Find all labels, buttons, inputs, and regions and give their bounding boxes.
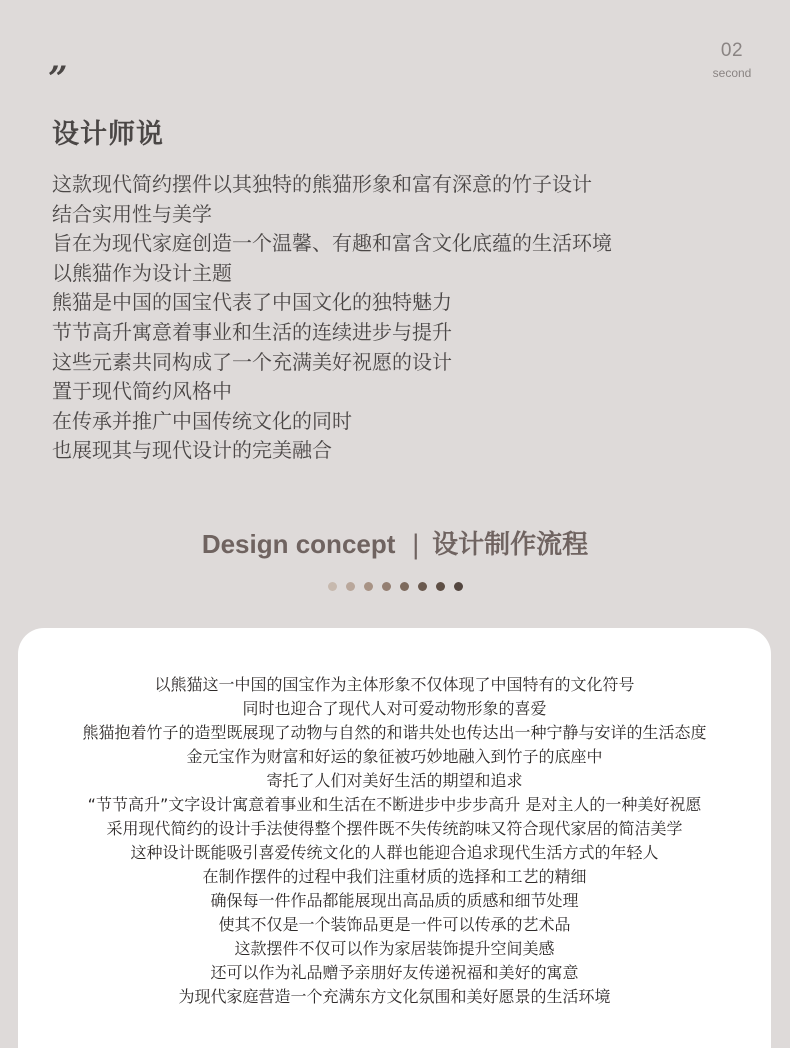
page-number-label: second bbox=[712, 66, 752, 80]
body-line: 确保每一件作品都能展现出高品质的质感和细节处理 bbox=[210, 891, 579, 910]
quote-mark-icon: ” bbox=[48, 59, 68, 99]
body-line: 为现代家庭营造一个充满东方文化氛围和美好愿景的生活环境 bbox=[178, 987, 611, 1006]
decorative-dots bbox=[0, 582, 790, 591]
dot-icon bbox=[328, 582, 337, 591]
dot-icon bbox=[418, 582, 427, 591]
dot-icon bbox=[364, 582, 373, 591]
intro-line: 在传承并推广中国传统文化的同时 bbox=[52, 408, 352, 433]
body-line: 寄托了人们对美好生活的期望和追求 bbox=[266, 771, 523, 790]
body-line: 熊猫抱着竹子的造型既展现了动物与自然的和谐共处也传达出一种宁静与安详的生活态度 bbox=[82, 723, 707, 742]
dot-icon bbox=[346, 582, 355, 591]
body-line: 还可以作为礼品赠予亲朋好友传递祝福和美好的寓意 bbox=[210, 963, 579, 982]
dot-icon bbox=[436, 582, 445, 591]
section-title bbox=[0, 524, 790, 561]
designer-says-heading: 设计师说 bbox=[52, 119, 164, 150]
body-line: 以熊猫这一中国的国宝作为主体形象不仅体现了中国特有的文化符号 bbox=[154, 675, 635, 694]
intro-text bbox=[52, 170, 752, 466]
page-number-value: 02 bbox=[720, 40, 744, 61]
intro-line: 置于现代简约风格中 bbox=[52, 379, 232, 404]
body-line: 这种设计既能吸引喜爱传统文化的人群也能迎合追求现代生活方式的年轻人 bbox=[130, 843, 659, 862]
body-line: “节节高升”文字设计寓意着事业和生活在不断进步中步步高升 是对主人的一种美好祝愿 bbox=[87, 795, 702, 814]
intro-line: 这款现代简约摆件以其独特的熊猫形象和富有深意的竹子设计 bbox=[52, 172, 592, 196]
body-line: 在制作摆件的过程中我们注重材质的选择和工艺的精细 bbox=[202, 867, 587, 886]
intro-line: 以熊猫作为设计主题 bbox=[52, 260, 232, 285]
description-text bbox=[18, 673, 771, 1009]
intro-line: 也展现其与现代设计的完美融合 bbox=[52, 438, 332, 463]
dot-icon bbox=[382, 582, 391, 591]
body-line: 使其不仅是一个装饰品更是一件可以传承的艺术品 bbox=[218, 915, 571, 934]
intro-line: 结合实用性与美学 bbox=[52, 201, 212, 226]
section-title-en: Design concept bbox=[201, 529, 396, 559]
intro-line: 熊猫是中国的国宝代表了中国文化的独特魅力 bbox=[52, 290, 452, 315]
intro-line: 旨在为现代家庭创造一个温馨、有趣和富含文化底蕴的生活环境 bbox=[52, 231, 612, 256]
dot-icon bbox=[400, 582, 409, 591]
intro-line: 节节高升寓意着事业和生活的连续进步与提升 bbox=[52, 319, 452, 344]
body-line: 这款摆件不仅可以作为家居装饰提升空间美感 bbox=[234, 939, 555, 958]
dot-icon bbox=[454, 582, 463, 591]
page-number bbox=[712, 40, 752, 80]
intro-line: 这些元素共同构成了一个充满美好祝愿的设计 bbox=[52, 349, 452, 374]
body-line: 同时也迎合了现代人对可爱动物形象的喜爱 bbox=[242, 699, 547, 718]
body-line: 采用现代简约的设计手法使得整个摆件既不失传统韵味又符合现代家居的简洁美学 bbox=[106, 819, 683, 838]
section-title-zh: 设计制作流程 bbox=[432, 530, 589, 560]
body-line: 金元宝作为财富和好运的象征被巧妙地融入到竹子的底座中 bbox=[186, 747, 603, 766]
section-title-separator: | bbox=[411, 530, 421, 560]
